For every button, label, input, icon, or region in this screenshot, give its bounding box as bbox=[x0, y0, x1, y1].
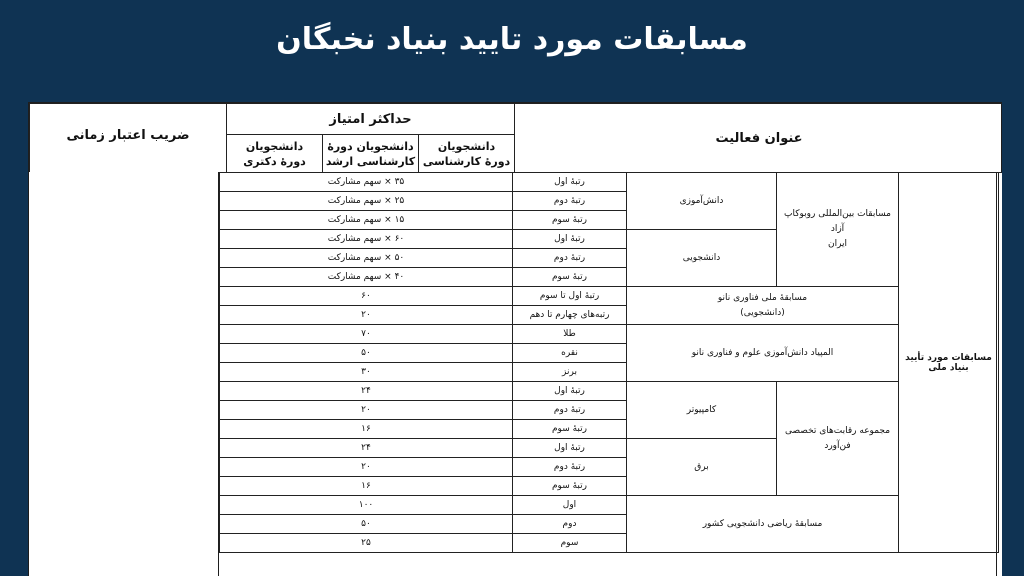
points-cell: ۵۰ bbox=[220, 344, 513, 363]
points-cell: ۱۵ × سهم مشارکت bbox=[220, 211, 513, 230]
points-cell: ۳۰ bbox=[220, 363, 513, 382]
points-cell: ۲۴ bbox=[220, 382, 513, 401]
rank-cell: رتبهٔ دوم bbox=[513, 458, 627, 477]
electric-cell: برق bbox=[627, 439, 777, 496]
points-cell: ۳۵ × سهم مشارکت bbox=[220, 173, 513, 192]
rank-cell: اول bbox=[513, 496, 627, 515]
rank-cell: سوم bbox=[513, 534, 627, 553]
activity-title-header: عنوان فعالیت bbox=[515, 104, 1002, 173]
rank-cell: رتبهٔ دوم bbox=[513, 249, 627, 268]
rank-cell: نقره bbox=[513, 344, 627, 363]
time-coefficient-header: ضریب اعتبار زمانی bbox=[30, 104, 227, 173]
rank-cell: رتبهٔ اول bbox=[513, 173, 627, 192]
table-sheet bbox=[28, 102, 1002, 576]
max-points-header: حداکثر امتیاز bbox=[227, 104, 515, 135]
bachelor-header: دانشجویان دورهٔ کارشناسی bbox=[419, 135, 515, 173]
rank-cell: رتبهٔ سوم bbox=[513, 420, 627, 439]
rank-cell: رتبهٔ اول تا سوم bbox=[513, 287, 627, 306]
computer-cell: کامپیوتر bbox=[627, 382, 777, 439]
rank-cell: رتبهٔ اول bbox=[513, 230, 627, 249]
phd-header: دانشجویان دورهٔ دکتری bbox=[227, 135, 323, 173]
math-cell: مسابقهٔ ریاضی دانشجویی کشور bbox=[627, 496, 899, 553]
header-table bbox=[28, 102, 1002, 173]
category-cell: مسابقات مورد تأیید بنیاد ملی bbox=[899, 173, 999, 553]
tech-cell: مجموعه رقابت‌های تخصصی فن‌آورد bbox=[777, 382, 899, 496]
points-cell: ۲۴ bbox=[220, 439, 513, 458]
points-cell: ۶۰ × سهم مشارکت bbox=[220, 230, 513, 249]
rank-cell: طلا bbox=[513, 325, 627, 344]
points-cell: ۴۰ × سهم مشارکت bbox=[220, 268, 513, 287]
rank-cell: رتبهٔ اول bbox=[513, 439, 627, 458]
student-school-cell: دانش‌آموزی bbox=[627, 173, 777, 230]
points-cell: ۵۰ × سهم مشارکت bbox=[220, 249, 513, 268]
points-cell: ۲۵ bbox=[220, 534, 513, 553]
points-cell: ۷۰ bbox=[220, 325, 513, 344]
points-cell: ۲۵ × سهم مشارکت bbox=[220, 192, 513, 211]
rank-cell: برنز bbox=[513, 363, 627, 382]
points-cell: ۱۶ bbox=[220, 420, 513, 439]
rank-cell: رتبهٔ دوم bbox=[513, 192, 627, 211]
master-header: دانشجویان دورهٔ کارشناسی ارشد bbox=[323, 135, 419, 173]
rank-cell: رتبهٔ اول bbox=[513, 382, 627, 401]
student-univ-cell: دانشجویی bbox=[627, 230, 777, 287]
points-cell: ۱۰۰ bbox=[220, 496, 513, 515]
page-title: مسابقات مورد تایید بنیاد نخبگان bbox=[276, 22, 748, 57]
points-cell: ۶۰ bbox=[220, 287, 513, 306]
nano-cell: مسابقهٔ ملی فناوری نانو (دانشجویی) bbox=[627, 287, 899, 325]
rank-cell: رتبهٔ سوم bbox=[513, 268, 627, 287]
rank-cell: رتبهٔ سوم bbox=[513, 211, 627, 230]
rank-cell: رتبه‌های چهارم تا دهم bbox=[513, 306, 627, 325]
robocup-cell: مسابقات بین‌المللی روبوکاپ آزاد ایران bbox=[777, 173, 899, 287]
points-cell: ۲۰ bbox=[220, 401, 513, 420]
rank-cell: دوم bbox=[513, 515, 627, 534]
rank-cell: رتبهٔ دوم bbox=[513, 401, 627, 420]
points-cell: ۲۰ bbox=[220, 458, 513, 477]
points-cell: ۲۰ bbox=[220, 306, 513, 325]
olympiad-cell: المپیاد دانش‌آموزی علوم و فناوری نانو bbox=[627, 325, 899, 382]
points-cell: ۵۰ bbox=[220, 515, 513, 534]
time-coefficient-column bbox=[28, 172, 219, 576]
rank-cell: رتبهٔ سوم bbox=[513, 477, 627, 496]
points-cell: ۱۶ bbox=[220, 477, 513, 496]
body-table bbox=[218, 172, 997, 576]
